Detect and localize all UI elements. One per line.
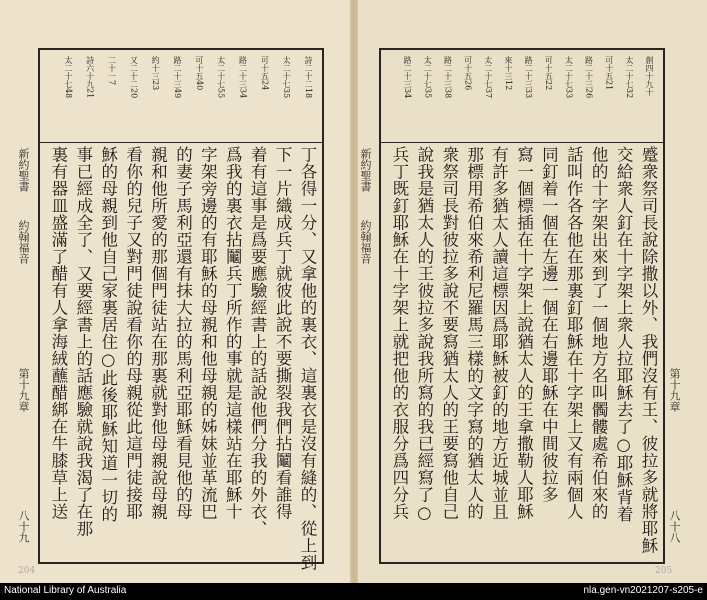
cross-reference-note: 太二十七35 (282, 56, 292, 99)
right-running-title: 新約聖書 (359, 148, 372, 192)
text-column: 字架旁邊的有耶穌的母親和他母親的姊妹並革流巴 (198, 146, 218, 520)
left-chapter-label: 第十九章 (17, 368, 30, 412)
left-running-title: 新約聖書 (17, 148, 30, 192)
right-text-frame (379, 48, 665, 564)
text-column: 丁各得一分、又拿他的裏衣、這裏衣是沒有縫的、從上到 (298, 146, 317, 571)
text-column: 寫一個標插在十字架上說猶太人的王拿撒勒人耶穌 (514, 146, 534, 520)
left-page-stamp: 204 (18, 566, 36, 576)
text-column: 穌的母親到他自己家裏居住○此後耶穌知道一切的 (98, 146, 118, 523)
cross-reference-note: 二十一7 (107, 56, 117, 86)
footer-identifier: nla.gen-vn2021207-s205-e (583, 585, 703, 596)
cross-reference-note: 太二十七33 (564, 56, 574, 99)
text-column: 同釘着一個在左邊一個在右邊耶穌在中間彼拉多 (539, 146, 559, 503)
cross-reference-note: 創四十九十 (645, 56, 654, 96)
text-column: 看你的兒子又對門徒說看你的母親從此這門徒接耶 (123, 146, 143, 520)
right-book-title: 約翰福音 (359, 220, 372, 264)
text-column: 着有這事是爲要應驗經書上的話說他們分我的外衣、 (248, 146, 268, 537)
left-book-title: 約翰福音 (17, 220, 30, 264)
cross-reference-note: 太二十七48 (63, 56, 73, 99)
left-cross-references (40, 50, 322, 143)
text-column: 他的十字架出來到了一個地方名叫髑髏處希伯來的 (589, 146, 609, 520)
text-column: 事已經成全了、又要經書上的話應驗就說我渴了在那 (73, 146, 93, 537)
cross-reference-note: 太二十七35 (423, 56, 433, 99)
text-column: 兵丁既釘耶穌在十字架上就把他的衣服分爲四分兵 (389, 146, 409, 520)
cross-reference-note: 可十五40 (194, 56, 204, 91)
text-column: 爲我的裏衣拈鬮兵丁所作的事就是這樣站在耶穌十 (223, 146, 243, 520)
text-column: 裏有器皿盛滿了醋有人拿海絨蘸醋綁在牛膝草上送 (48, 146, 68, 520)
right-page-stamp: 205 (655, 566, 673, 576)
left-page-number: 八十九 (17, 510, 30, 543)
cross-reference-note: 路二十三26 (584, 56, 594, 99)
cross-reference-note: 路二十三34 (403, 56, 413, 99)
cross-reference-note: 詩六十九21 (85, 56, 95, 99)
cross-reference-note: 可十五21 (604, 56, 614, 91)
text-column: 話叫作各各他在那裏釘耶穌在十字架上又有兩個人 (564, 146, 584, 520)
cross-reference-note: 路二十三33 (524, 56, 534, 99)
text-column: 那標用希伯來希利尼羅馬三樣的文字寫的猶太人的 (464, 146, 484, 520)
text-column: 蹙衆祭司長說除撒以外、我們沒有王、彼拉多就將耶穌 (639, 146, 658, 554)
text-column: 下一片織成兵丁就彼此說不要撕裂我們拈鬮看誰得 (273, 146, 293, 520)
cross-reference-note: 路二十三38 (443, 56, 453, 99)
cross-reference-note: 又二十二20 (129, 56, 139, 99)
cross-reference-note: 詩二十二18 (304, 56, 313, 99)
cross-reference-note: 可十五22 (544, 56, 554, 91)
right-cross-references (381, 50, 663, 143)
cross-reference-note: 路二十三34 (238, 56, 248, 99)
cross-reference-note: 可十五26 (463, 56, 473, 91)
right-page-number: 八十八 (668, 510, 681, 543)
cross-reference-note: 可十五24 (260, 56, 270, 91)
text-column: 衆祭司長對彼拉多說不要寫猶太人的王要寫他自己 (439, 146, 459, 520)
cross-reference-note: 太二十七55 (216, 56, 226, 99)
footer-bar (0, 583, 707, 600)
footer-library-name: National Library of Australia (4, 585, 127, 596)
text-column: 親和他所愛的那個門徒站在那裏就對他母親說母親 (148, 146, 168, 520)
gutter (350, 0, 358, 583)
left-text-frame (38, 48, 324, 571)
cross-reference-note: 來十三12 (503, 56, 513, 91)
text-column: 有許多猶太人讀這標因爲耶穌被釘的地方近城並且 (489, 146, 509, 520)
cross-reference-note: 約十三23 (151, 56, 161, 91)
right-chapter-label: 第十九章 (668, 368, 681, 412)
cross-reference-note: 太二十七32 (624, 56, 634, 99)
text-column: 交給衆人釘在十字架上衆人拉耶穌去了○耶穌背着 (614, 146, 634, 523)
text-column: 的妻子馬利亞還有抹大拉的馬利亞耶穌看見他的母 (173, 146, 193, 520)
cross-reference-note: 路二十三49 (173, 56, 182, 99)
text-column: 說我是猶太人的王彼拉多說我所寫的我已經寫了○ (414, 146, 434, 523)
cross-reference-note: 太二十七37 (483, 56, 493, 99)
